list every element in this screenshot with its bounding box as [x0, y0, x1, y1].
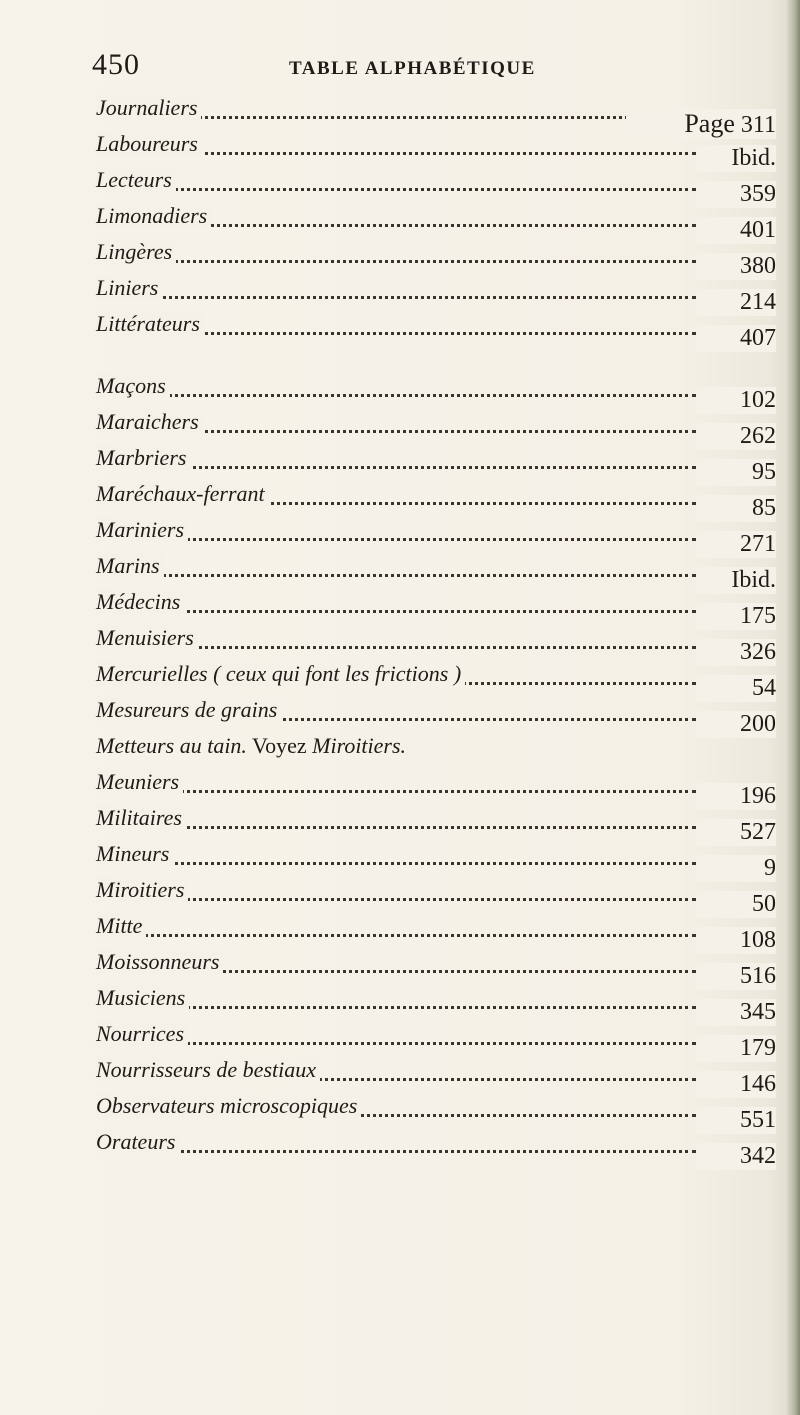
entry-page-ref	[696, 531, 776, 558]
entry-term-text: Nourrices	[96, 1021, 188, 1046]
index-entry	[96, 1129, 776, 1169]
entry-page-ref	[696, 145, 776, 172]
page-number-ref: 9	[764, 855, 776, 881]
index-entry	[96, 841, 776, 881]
see-also-entry	[96, 733, 776, 769]
entry-term-text: Limonadiers	[96, 203, 211, 228]
index-entry	[96, 697, 776, 737]
page-number-ref: Ibid.	[731, 145, 776, 171]
group-gap	[96, 347, 776, 373]
dot-leader	[96, 296, 696, 299]
entry-page-ref	[696, 639, 776, 666]
dot-leader	[96, 934, 696, 937]
page-number-ref: 311	[740, 112, 776, 138]
entry-term-text: Maréchaux-ferrant	[96, 481, 269, 506]
index-entry	[96, 445, 776, 485]
entry-term	[96, 625, 198, 651]
page-number-ref: 380	[740, 253, 776, 279]
page-number-ref: 214	[740, 289, 776, 315]
index-entry	[96, 373, 776, 413]
page-number-ref: 359	[740, 181, 776, 207]
running-title: TABLE ALPHABÉTIQUE	[289, 58, 536, 79]
index-entry	[96, 949, 776, 989]
entry-page-ref	[696, 325, 776, 352]
index-entry	[96, 805, 776, 845]
entry-page-ref	[696, 1143, 776, 1170]
entry-term	[96, 1057, 320, 1083]
entry-page-ref	[696, 783, 776, 810]
page-number-ref: 85	[752, 495, 776, 521]
dot-leader	[96, 790, 696, 793]
page-number-ref: 146	[740, 1071, 776, 1097]
entry-page-ref	[696, 1107, 776, 1134]
entries-group-m-n-o	[96, 769, 776, 1169]
entry-page-ref	[696, 675, 776, 702]
page-number-ref: 516	[740, 963, 776, 989]
page-prefix: Page	[684, 109, 735, 138]
entry-term	[96, 985, 189, 1011]
page-number: 450	[92, 48, 140, 81]
entry-term-text: Mitte	[96, 913, 146, 938]
entry-page-ref	[696, 253, 776, 280]
entry-term-text: Maraichers	[96, 409, 203, 434]
entry-term-text: Militaires	[96, 805, 186, 830]
page-number-ref: 401	[740, 217, 776, 243]
page-number-ref: 407	[740, 325, 776, 351]
index-entry	[96, 167, 776, 207]
entry-page-ref	[696, 1035, 776, 1062]
page-number-ref: 54	[752, 675, 776, 701]
index-entry	[96, 589, 776, 629]
entry-term	[96, 841, 173, 867]
entry-term-text: Lecteurs	[96, 167, 176, 192]
dot-leader	[96, 1150, 696, 1153]
entry-term-text: Mineurs	[96, 841, 173, 866]
page-header	[92, 48, 652, 88]
entry-term	[96, 203, 211, 229]
page-number-ref: 262	[740, 423, 776, 449]
entry-page-ref	[696, 999, 776, 1026]
entry-page-ref	[696, 891, 776, 918]
page-number-ref: Ibid.	[731, 567, 776, 593]
entry-page-ref	[696, 819, 776, 846]
index-entry	[96, 1021, 776, 1061]
page-number-ref: 108	[740, 927, 776, 953]
entry-term	[96, 805, 186, 831]
entry-page-ref	[696, 1071, 776, 1098]
index-entry	[96, 625, 776, 665]
dot-leader	[96, 862, 696, 865]
entry-term-text: Laboureurs	[96, 131, 202, 156]
page-number-ref: 271	[740, 531, 776, 557]
entry-term	[96, 373, 170, 399]
entry-page-ref	[696, 855, 776, 882]
index-entry	[96, 239, 776, 279]
index-entry	[96, 275, 776, 315]
index-entry	[96, 877, 776, 917]
entry-term-text: Mesureurs de grains	[96, 697, 281, 722]
entry-page-ref	[696, 603, 776, 630]
dot-leader	[96, 610, 696, 613]
entry-term	[96, 167, 176, 193]
entry-term-text: Moissonneurs	[96, 949, 223, 974]
entry-page-ref	[696, 387, 776, 414]
entry-term	[96, 1021, 188, 1047]
entry-term-text: Journaliers	[96, 95, 201, 120]
entry-term	[96, 275, 162, 301]
index-entry	[96, 553, 776, 593]
index-entry	[96, 985, 776, 1025]
entry-term-text: Observateurs microscopiques	[96, 1093, 361, 1118]
entry-page-ref	[696, 963, 776, 990]
page-number-ref: 345	[740, 999, 776, 1025]
index-entry	[96, 517, 776, 557]
entry-term-text: Mariniers	[96, 517, 188, 542]
entry-term-text: Liniers	[96, 275, 162, 300]
entry-page-ref	[696, 289, 776, 316]
entry-term-text: Maçons	[96, 373, 170, 398]
see-also-term: Metteurs au tain.	[96, 733, 247, 758]
index-entry	[96, 913, 776, 953]
entry-term	[96, 131, 202, 157]
entry-term	[96, 877, 188, 903]
entry-term-text: Mercurielles ( ceux qui font les frictions )	[96, 661, 465, 686]
entry-page-ref	[696, 711, 776, 738]
entry-page-ref	[696, 181, 776, 208]
entry-term-text: Marbriers	[96, 445, 190, 470]
entry-page-ref	[696, 495, 776, 522]
entry-term	[96, 661, 465, 687]
entry-page-ref	[696, 217, 776, 244]
page-number-ref: 50	[752, 891, 776, 917]
entry-term-text: Musiciens	[96, 985, 189, 1010]
entry-term-text: Marins	[96, 553, 164, 578]
page-edge-shadow	[786, 0, 800, 1415]
page-number-ref: 551	[740, 1107, 776, 1133]
see-also-voyez: Voyez	[252, 733, 307, 758]
index-entry	[96, 661, 776, 701]
entry-page-ref	[696, 423, 776, 450]
index-entry	[96, 95, 776, 138]
entry-page-ref	[696, 927, 776, 954]
entry-term	[96, 409, 203, 435]
page-number-ref: 196	[740, 783, 776, 809]
entry-term	[96, 949, 223, 975]
entry-term-text: Orateurs	[96, 1129, 179, 1154]
entry-term	[96, 1093, 361, 1119]
page-number-ref: 527	[740, 819, 776, 845]
dot-leader	[96, 188, 696, 191]
page-number-ref: 95	[752, 459, 776, 485]
entry-term-text: Littérateurs	[96, 311, 204, 336]
see-also-target: Miroitiers.	[312, 733, 407, 758]
dot-leader	[96, 574, 696, 577]
entry-term	[96, 445, 190, 471]
entry-term	[96, 769, 183, 795]
dot-leader	[96, 826, 696, 829]
page-number-ref: 179	[740, 1035, 776, 1061]
entry-page-ref	[696, 567, 776, 594]
index-entry	[96, 769, 776, 809]
index-entry	[96, 203, 776, 243]
entry-term	[96, 913, 146, 939]
page-number-ref: 102	[740, 387, 776, 413]
dot-leader	[96, 394, 696, 397]
entry-term	[96, 239, 176, 265]
index-entries	[96, 95, 776, 1169]
index-entry	[96, 481, 776, 521]
entry-term	[96, 517, 188, 543]
entry-term	[96, 311, 204, 337]
entry-term	[96, 481, 269, 507]
entry-term	[96, 95, 201, 121]
entries-group-l	[96, 95, 776, 351]
page-number-ref: 200	[740, 711, 776, 737]
index-entry	[96, 1093, 776, 1133]
entry-term	[96, 697, 281, 723]
entry-page-ref	[626, 109, 776, 139]
index-entry	[96, 409, 776, 449]
entry-term-text: Lingères	[96, 239, 176, 264]
entry-term	[96, 589, 184, 615]
dot-leader	[96, 260, 696, 263]
entry-page-ref	[696, 459, 776, 486]
entry-term-text: Menuisiers	[96, 625, 198, 650]
page-number-ref: 175	[740, 603, 776, 629]
index-entry	[96, 311, 776, 351]
entries-group-m	[96, 373, 776, 737]
page-number-ref: 342	[740, 1143, 776, 1169]
page-number-ref: 326	[740, 639, 776, 665]
index-entry	[96, 1057, 776, 1097]
entry-term-text: Miroitiers	[96, 877, 188, 902]
entry-term-text: Médecins	[96, 589, 184, 614]
entry-term	[96, 1129, 179, 1155]
entry-term-text: Meuniers	[96, 769, 183, 794]
entry-term-text: Nourrisseurs de bestiaux	[96, 1057, 320, 1082]
entry-term	[96, 553, 164, 579]
